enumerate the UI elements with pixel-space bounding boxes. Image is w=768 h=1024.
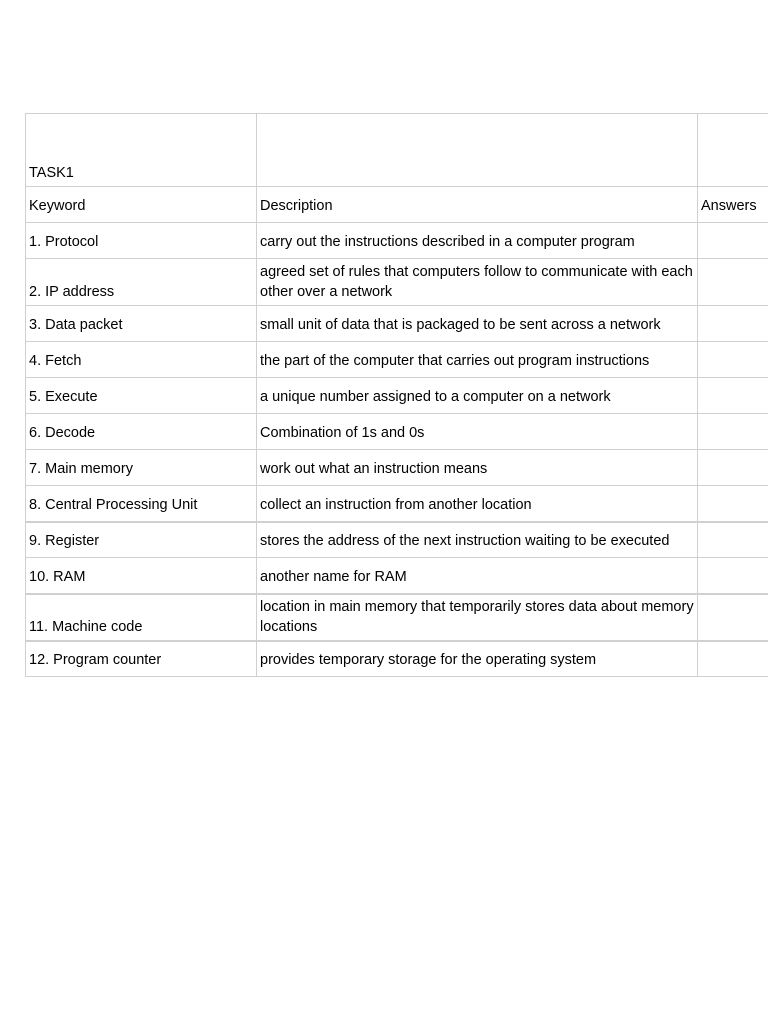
keyword-matching-table [25,113,768,677]
keyword-cell: 5. Execute [26,378,257,414]
keyword-cell: 11. Machine code [26,594,257,641]
answer-cell[interactable] [698,641,768,677]
answer-cell[interactable] [698,594,768,641]
title-row [26,114,768,187]
table-row [26,414,768,450]
description-header: Description [257,187,698,223]
keyword-cell: 1. Protocol [26,223,257,259]
description-cell: small unit of data that is packaged to be sent across a network [257,306,698,342]
answer-cell[interactable] [698,486,768,522]
description-cell: the part of the computer that carries out program instructions [257,342,698,378]
table-row [26,522,768,558]
keyword-cell: 6. Decode [26,414,257,450]
answer-cell[interactable] [698,306,768,342]
description-cell: work out what an instruction means [257,450,698,486]
description-cell: another name for RAM [257,558,698,594]
table-row [26,450,768,486]
description-cell: agreed set of rules that computers follow to communicate with each other over a network [257,259,698,306]
empty-cell [257,114,698,187]
task-title: TASK1 [26,114,257,187]
description-cell: location in main memory that temporarily stores data about memory locations [257,594,698,641]
answer-cell[interactable] [698,414,768,450]
keyword-cell: 9. Register [26,522,257,558]
keyword-cell: 8. Central Processing Unit [26,486,257,522]
answer-cell[interactable] [698,522,768,558]
answer-cell[interactable] [698,558,768,594]
table-row [26,486,768,522]
keyword-cell: 12. Program counter [26,641,257,677]
keyword-cell: 4. Fetch [26,342,257,378]
keyword-cell: 10. RAM [26,558,257,594]
table-row [26,223,768,259]
answer-cell[interactable] [698,342,768,378]
answer-cell[interactable] [698,223,768,259]
table-row [26,259,768,306]
table-row [26,594,768,641]
description-cell: carry out the instructions described in a computer program [257,223,698,259]
answer-cell[interactable] [698,259,768,306]
keyword-cell: 2. IP address [26,259,257,306]
description-cell: stores the address of the next instruction waiting to be executed [257,522,698,558]
keyword-cell: 3. Data packet [26,306,257,342]
answers-header: Answers [698,187,768,223]
table-row [26,342,768,378]
table-row [26,306,768,342]
description-cell: Combination of 1s and 0s [257,414,698,450]
keyword-header: Keyword [26,187,257,223]
table-row [26,378,768,414]
table-row [26,641,768,677]
description-cell: provides temporary storage for the operating system [257,641,698,677]
answer-cell[interactable] [698,378,768,414]
header-row [26,187,768,223]
description-cell: a unique number assigned to a computer on a network [257,378,698,414]
answer-cell[interactable] [698,450,768,486]
description-cell: collect an instruction from another location [257,486,698,522]
empty-cell [698,114,768,187]
table-row [26,558,768,594]
keyword-cell: 7. Main memory [26,450,257,486]
